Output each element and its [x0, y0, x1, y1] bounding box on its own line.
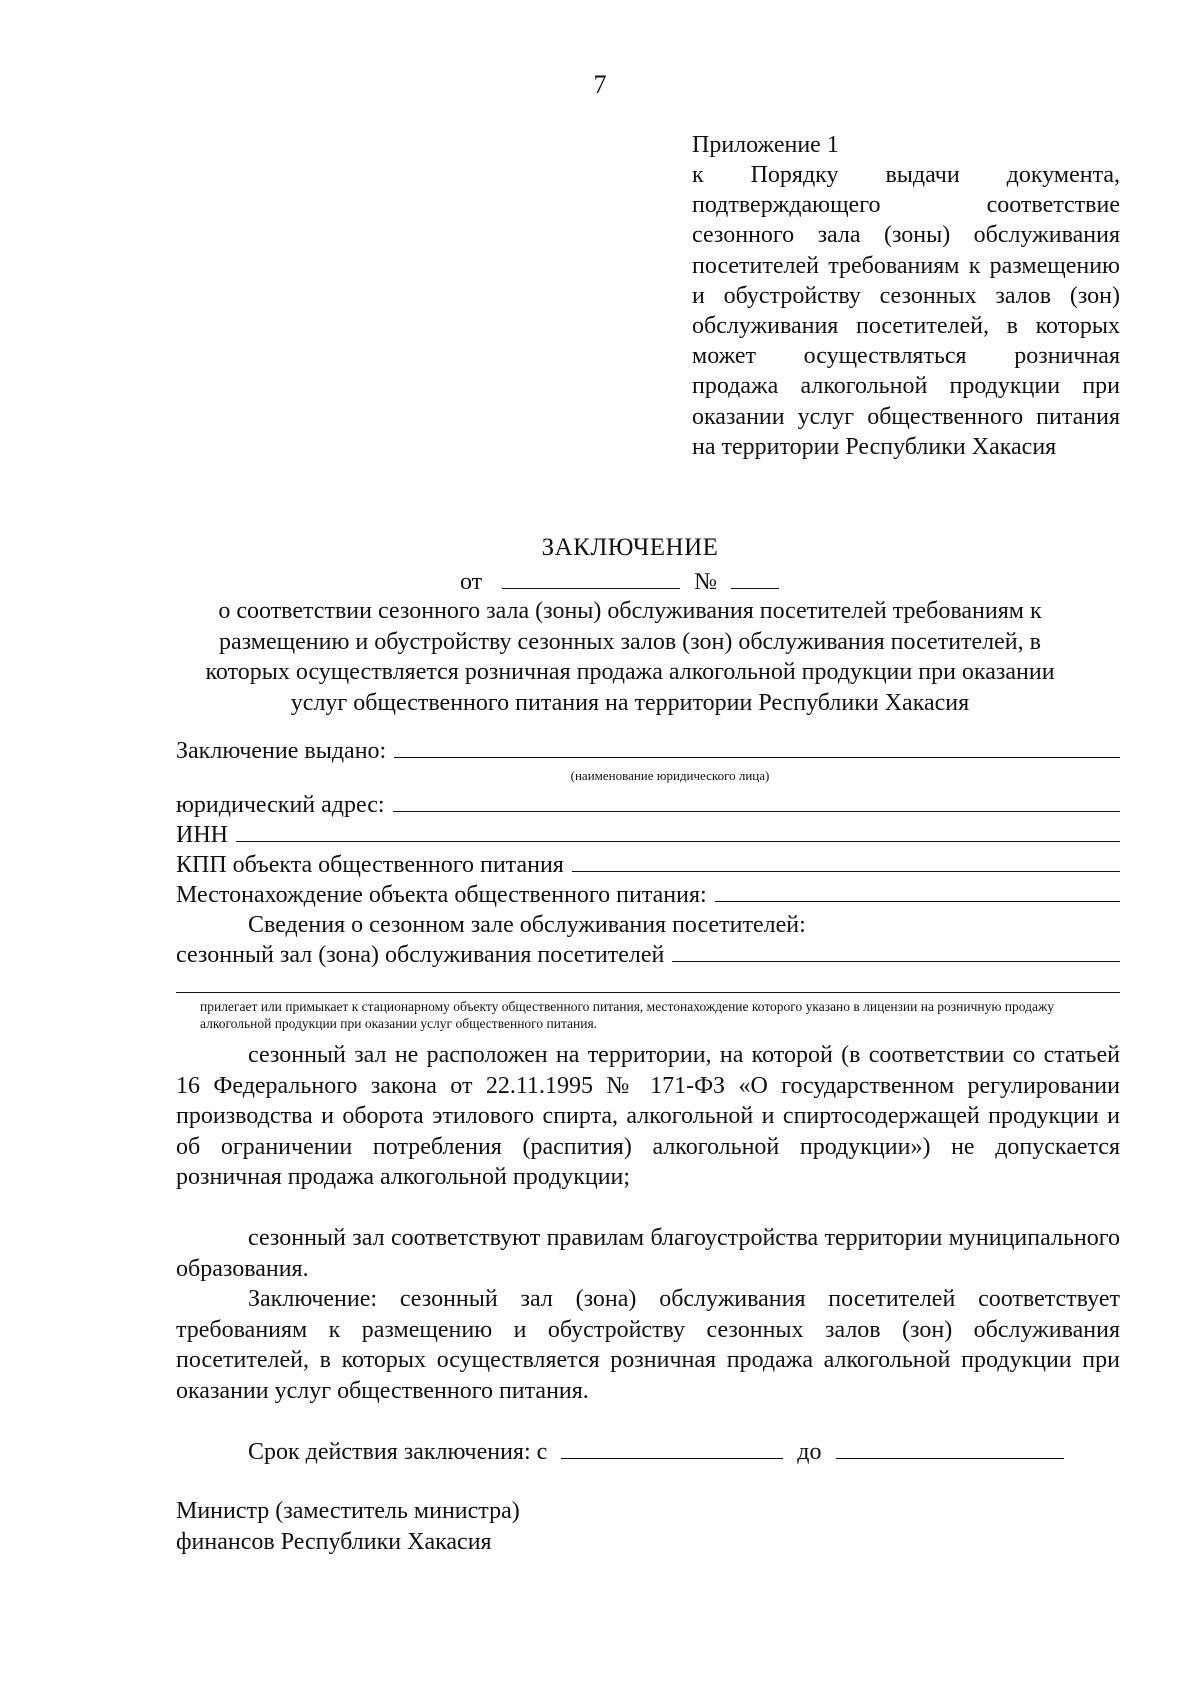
kpp-field: [176, 850, 1120, 880]
appendix-text: к Порядку выдачи документа, подтверждающего соответствие сезонного зала (зоны) обслуживания посетителей требованиям к размещению и обустройству сезонных залов (зон) обслуживания посетителей, в которых может осуществляться розничная продажа алкогольной продукции при оказании услуг общественного питания на территории Республики Хакасия: [692, 162, 1120, 460]
document-title: ЗАКЛЮЧЕНИЕ: [541, 534, 719, 561]
hall-label: сезонный зал (зона) обслуживания посетителей: [176, 942, 665, 968]
appendix-block: [692, 130, 1120, 462]
number-label: №: [694, 569, 718, 595]
validity-to-label: до: [797, 1439, 822, 1465]
hall-field: [176, 940, 1120, 970]
legal-address-label: юридический адрес:: [176, 792, 385, 818]
page-number: 7: [593, 70, 607, 99]
legal-address-blank: [393, 791, 1120, 812]
paragraph-conclusion: Заключение: сезонный зал (зона) обслуживания посетителей соответствует требованиям к размещению и обустройству сезонных залов (зон) обслуживания посетителей, в которых осуществляется розничная продажа алкогольной продукции при оказании услуг общественного питания.: [176, 1286, 1120, 1404]
appendix-title: Приложение 1: [692, 132, 839, 158]
validity-label: Срок действия заключения: с: [248, 1439, 548, 1465]
kpp-blank: [572, 851, 1120, 872]
location-label: Местонахождение объекта общественного питания:: [176, 882, 707, 908]
date-blank: [502, 566, 680, 589]
validity-to-blank: [836, 1436, 1064, 1459]
validity-from-blank: [561, 1436, 783, 1459]
issued-to-label: Заключение выдано:: [176, 738, 387, 764]
issued-to-blank: [394, 737, 1120, 758]
date-number-line: [460, 566, 779, 597]
issued-to-field: [176, 736, 1120, 766]
adjoins-note: прилегает или примыкает к стационарному объекту общественного питания, местонахождение которого указано в лицензии на розничную продажу алкогольной продукции при оказании услуг общественного питания.: [200, 999, 1055, 1031]
document-subject: о соответствии сезонного зала (зоны) обслуживания посетителей требованиям к размещению и обустройству сезонных залов (зон) обслуживания посетителей, в которых осуществляется розничная продажа алкогольной продукции при оказании услуг общественного питания на территории Республики Хакасия: [205, 598, 1055, 716]
inn-field: [176, 820, 1120, 850]
signature-block: [176, 1496, 520, 1557]
inn-blank: [236, 821, 1120, 842]
number-blank: [731, 566, 779, 589]
location-field: [176, 880, 1120, 910]
inn-label: ИНН: [176, 822, 228, 848]
paragraph-improvement: сезонный зал соответствуют правилам благоустройства территории муниципального образования.: [176, 1225, 1120, 1282]
hall-blank: [672, 941, 1120, 962]
from-label: от: [460, 569, 483, 595]
signature-title: Министр (заместитель министра): [176, 1498, 520, 1524]
legal-address-field: [176, 790, 1120, 820]
hall-info-heading: Сведения о сезонном зале обслуживания посетителей:: [248, 912, 806, 938]
kpp-label: КПП объекта общественного питания: [176, 852, 564, 878]
location-blank: [715, 881, 1120, 902]
signature-ministry: финансов Республики Хакасия: [176, 1528, 492, 1555]
paragraph-territory: сезонный зал не расположен на территории, на которой (в соответствии со статьей 16 Федерального закона от 22.11.1995 № 171-ФЗ «О государственном регулировании производства и оборота этилового спирта, алкогольной и спиртосодержащей продукции и об ограничении потребления (распития) алкогольной продукции») не допускается розничная продажа алкогольной продукции;: [176, 1042, 1120, 1190]
hall-continuation-line: [176, 992, 1120, 993]
validity-line: [248, 1436, 1064, 1467]
issued-to-hint: (наименование юридического лица): [570, 768, 770, 783]
